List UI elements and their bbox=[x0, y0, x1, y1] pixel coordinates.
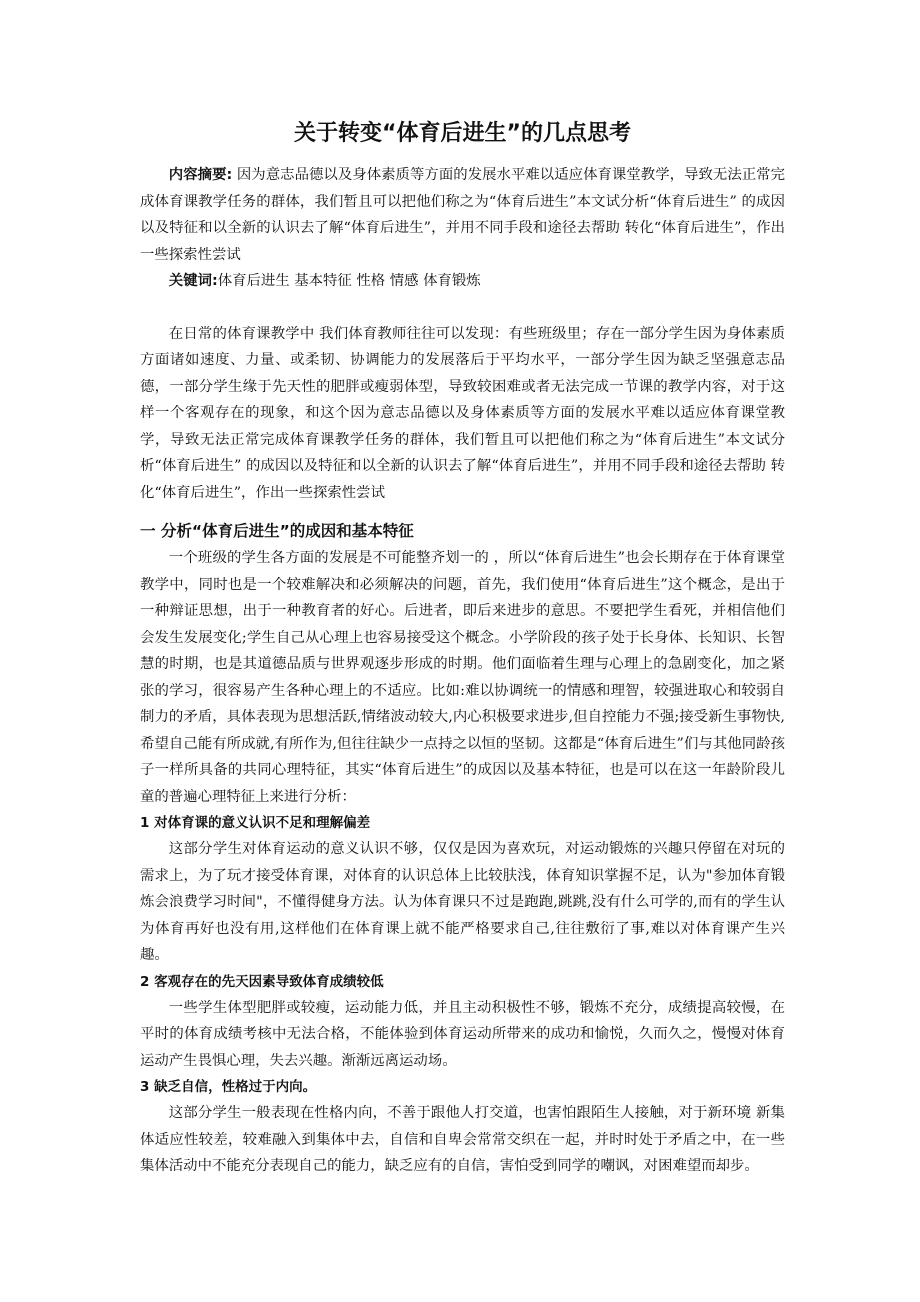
subsection-heading-1: 1 对体育课的意义认识不足和理解偏差 bbox=[140, 815, 371, 831]
keywords-text: 体育后进生 基本特征 性格 情感 体育锻炼 bbox=[217, 273, 481, 289]
subsection-heading-2: 2 客观存在的先天因素导致体育成绩较低 bbox=[140, 973, 384, 990]
subsection-1-body: 这部分学生对体育运动的意义认识不够，仅仅是因为喜欢玩，对运动锻炼的兴趣只停留在对玩的需求上，为了玩才接受体育课，对体育的认识总体上比较肤浅，体育知识掌握不足，认为"参加体育锻炼会浪费学习时间"，不懂得健身方法。认为体育课只不过是跑跑,跳跳,没有什么可学的,而有的学生认为体育再好也没有用,这样他们在体育课上就不能严格要求自己,往往敷衍了事,难以对体育课产生兴趣。 bbox=[140, 841, 785, 963]
section-1-body: 一个班级的学生各方面的发展是不可能整齐划一的 ，所以“体育后进生”也会长期存在于体育课堂教学中，同时也是一个较难解决和必须解决的问题，首先，我们使用“体育后进生”这个概念，是出于一种辩证思想，出于一种教育者的好心。后进者，即后来进步的意思。不要把学生看死，并相信他们会发生发展变化;学生自己从心理上也容易接受这个概念。小学阶段的孩子处于长身体、长知识、长智慧的时期，也是其道德品质与世界观逐步形成的时期。他们面临着生理与心理上的急剧变化，加之紧张的学习，很容易产生各种心理上的不适应。比如:难以协调统一的情感和理智，较强进取心和较弱自制力的矛盾，具体表现为思想活跃,情绪波动较大,内心积极要求进步,但自控能力不强;接受新生事物快,希望自己能有所成就,有所作为,但往往缺少一点持之以恒的坚韧。这都是“体育后进生”们与其他同龄孩子一样所具备的共同心理特征，其实“体育后进生”的成因以及基本特征，也是可以在这一年龄阶段儿童的普遍心理特征上来进行分析： bbox=[140, 550, 785, 805]
document-content bbox=[140, 116, 785, 1180]
intro-paragraph: 在日常的体育课教学中 我们体育教师往往可以发现：有些班级里；存在一部分学生因为身体素质方面诸如速度、力量、或柔韧、协调能力的发展落后于平均水平，一部分学生因为缺乏坚强意志品德，一部分学生缘于先天性的肥胖或瘦弱体型，导致较困难或者无法完成一节课的教学内容，对于这样一个客观存在的现象，和这个因为意志品德以及身体素质等方面的发展水平难以适应体育课堂教学，导致无法正常完成体育课教学任务的群体，我们暂且可以把他们称之为“体育后进生”本文试分析“体育后进生” 的成因以及特征和以全新的认识去了解“体育后进生”，并用不同手段和途径去帮助 转化“体育后进生”，作出一些探索性尝试 bbox=[140, 325, 785, 501]
abstract-text: 因为意志品德以及身体素质等方面的发展水平难以适应体育课堂教学，导致无法正常完成体育课教学任务的群体，我们暂且可以把他们称之为“体育后进生”本文试分析“体育后进生” 的成因以及特征和以全新的认识去了解“体育后进生”，并用不同手段和途径去帮助 转化“体育后进生”，作出一些探索性尝试 bbox=[140, 167, 786, 263]
abstract-label: 内容摘要: bbox=[168, 167, 233, 183]
subsection-2-body: 一些学生体型肥胖或较瘦，运动能力低，并且主动积极性不够，锻炼不充分，成绩提高较慢，在平时的体育成绩考核中无法合格，不能体验到体育运动所带来的成功和愉悦，久而久之，慢慢对体育运动产生畏惧心理，失去兴趣。渐渐远离运动场。 bbox=[140, 999, 785, 1069]
keywords-paragraph bbox=[140, 268, 785, 295]
section-heading-1: 一 分析“体育后进生”的成因和基本特征 bbox=[140, 522, 414, 540]
subsection-heading-3: 3 缺乏自信，性格过于内向。 bbox=[140, 1079, 317, 1095]
page-title: 关于转变“体育后进生”的几点思考 bbox=[294, 121, 631, 146]
subsection-3-body: 这部分学生一般表现在性格内向，不善于跟他人打交道，也害怕跟陌生人接触，对于新环境 新集体适应性较差，较难融入到集体中去，自信和自卑会常常交织在一起，并时时处于矛盾之中，在一些集体活动中不能充分表现自己的能力，缺乏应有的自信，害怕受到同学的嘲讽，对困难望而却步。 bbox=[140, 1105, 785, 1174]
spacer bbox=[140, 295, 785, 321]
abstract-paragraph bbox=[140, 162, 785, 268]
keywords-label: 关键词: bbox=[168, 273, 218, 289]
